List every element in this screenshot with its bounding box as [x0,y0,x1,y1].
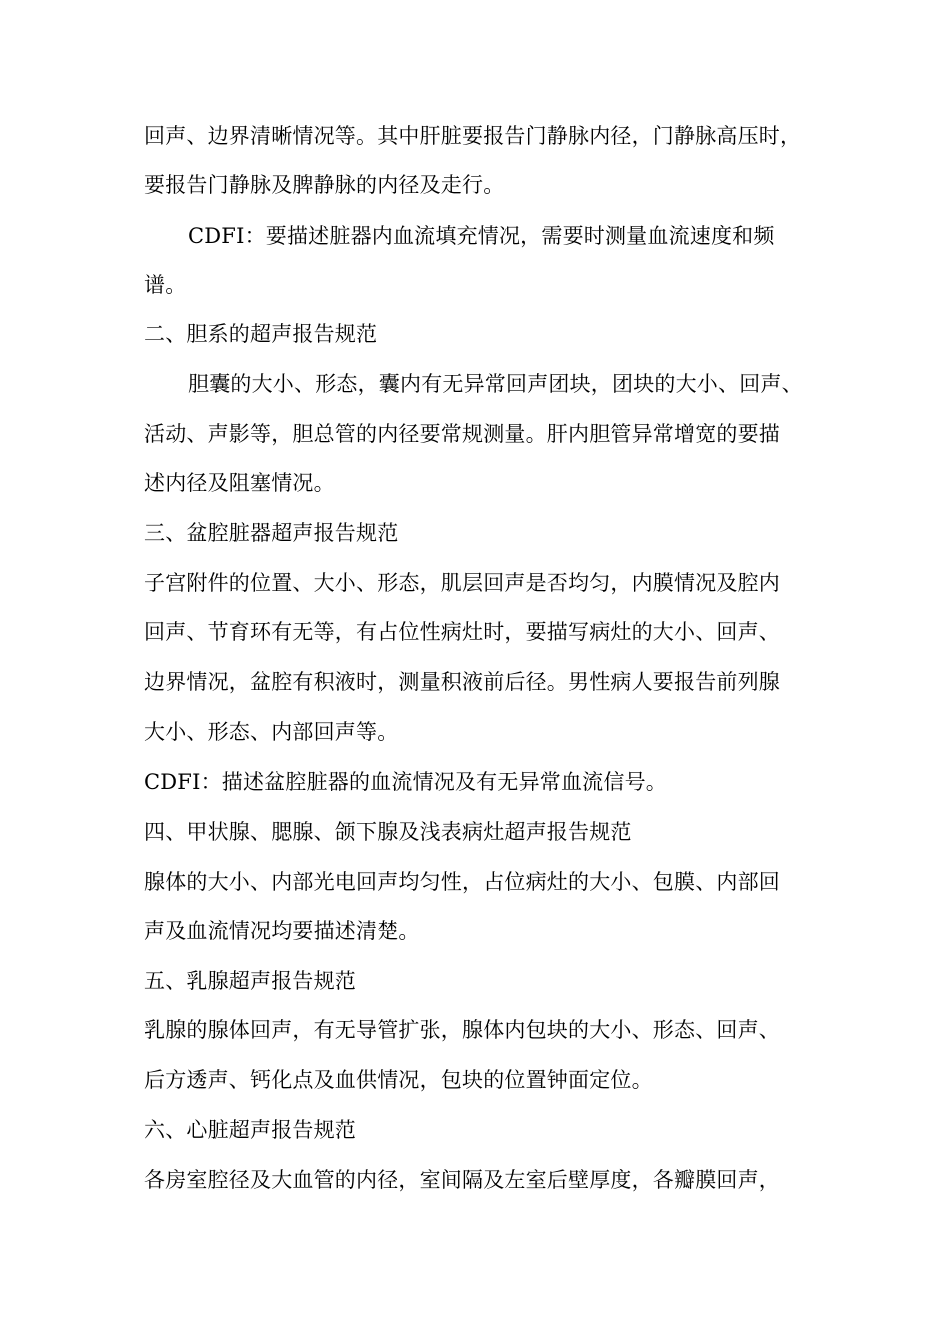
body-text-line: 声及血流情况均要描述清楚。 [144,919,420,943]
body-text-line: 胆囊的大小、形态，囊内有无异常回声团块，团块的大小、回声、 [188,372,803,396]
section-heading-heart: 六、心脏超声报告规范 [144,1118,356,1142]
body-text-line: 边界情况，盆腔有积液时，测量积液前后径。男性病人要报告前列腺 [144,670,780,694]
section-heading-thyroid: 四、甲状腺、腮腺、颌下腺及浅表病灶超声报告规范 [144,820,632,844]
body-text-line: 回声、边界清晰情况等。其中肝脏要报告门静脉内径，门静脉高压时， [144,124,802,148]
body-text-line: 谱。 [144,273,187,297]
section-heading-biliary: 二、胆系的超声报告规范 [144,322,378,346]
section-heading-pelvic: 三、盆腔脏器超声报告规范 [144,521,399,545]
body-text-line: 乳腺的腺体回声，有无导管扩张，腺体内包块的大小、形态、回声、 [144,1018,780,1042]
body-text-line: 活动、声影等，胆总管的内径要常规测量。肝内胆管异常增宽的要描 [144,422,780,446]
body-text-line: 述内径及阻塞情况。 [144,471,335,495]
body-text-line: 各房室腔径及大血管的内径，室间隔及左室后壁厚度，各瓣膜回声， [144,1168,780,1192]
body-text-line: CDFI：要描述脏器内血流填充情况，需要时测量血流速度和频 [188,224,775,248]
body-text-line: 回声、节育环有无等，有占位性病灶时，要描写病灶的大小、回声、 [144,620,780,644]
section-heading-breast: 五、乳腺超声报告规范 [144,969,356,993]
body-text-line: 腺体的大小、内部光电回声均匀性，占位病灶的大小、包膜、内部回 [144,870,780,894]
body-text-line: 要报告门静脉及脾静脉的内径及走行。 [144,173,505,197]
body-text-line: CDFI：描述盆腔脏器的血流情况及有无异常血流信号。 [144,770,667,794]
body-text-line: 子宫附件的位置、大小、形态，肌层回声是否均匀，内膜情况及腔内 [144,571,780,595]
body-text-line: 大小、形态、内部回声等。 [144,720,399,744]
body-text-line: 后方透声、钙化点及血供情况，包块的位置钟面定位。 [144,1068,653,1092]
